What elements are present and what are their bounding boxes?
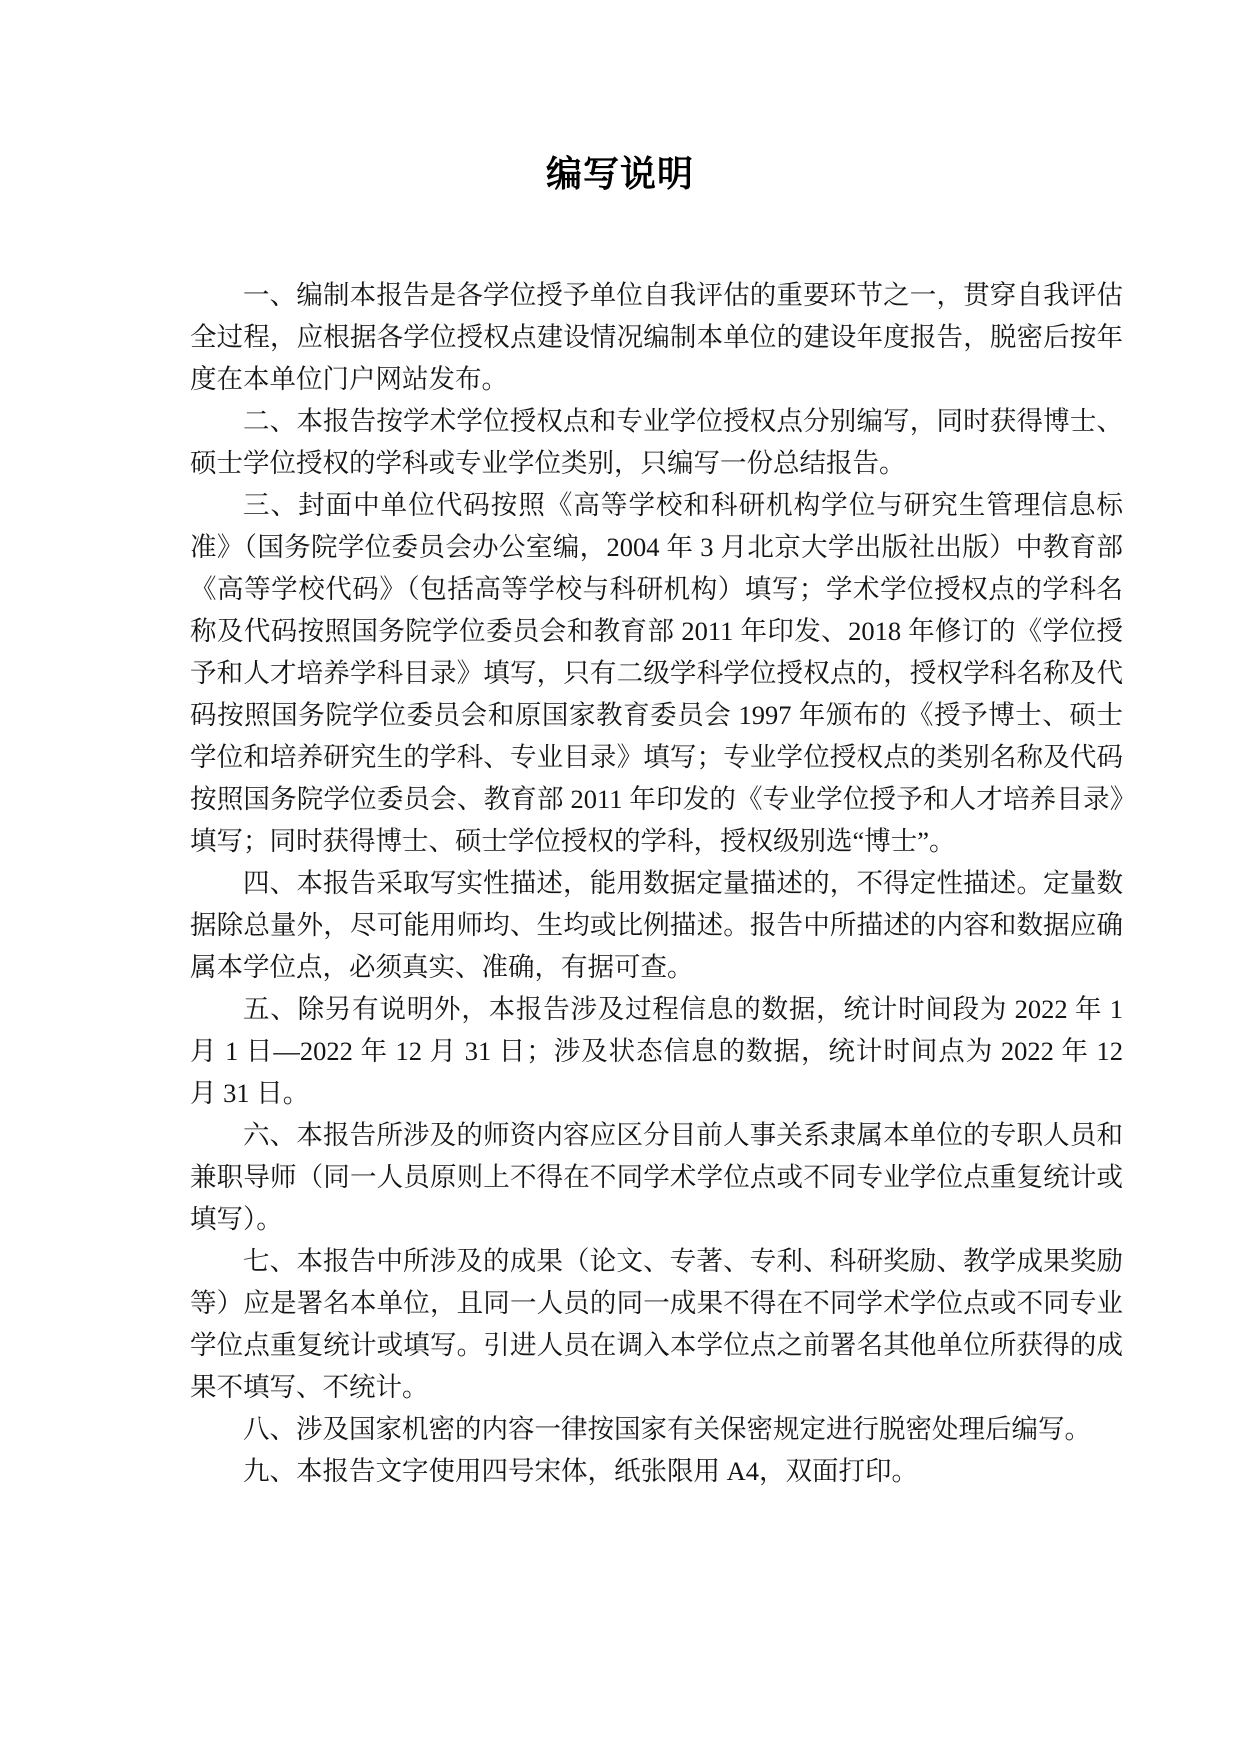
instruction-paragraph-4: 四、本报告采取写实性描述，能用数据定量描述的，不得定性描述。定量数据除总量外，尽可能用师均、生均或比例描述。报告中所描述的内容和数据应确属本学位点，必须真实、准确，有据可查。 bbox=[190, 868, 1123, 982]
instruction-paragraph-8: 八、涉及国家机密的内容一律按国家有关保密规定进行脱密处理后编写。 bbox=[243, 1414, 1091, 1444]
document-body bbox=[190, 274, 1123, 1492]
instruction-paragraph-7: 七、本报告中所涉及的成果（论文、专著、专利、科研奖励、教学成果奖励等）应是署名本单位，且同一人员的同一成果不得在不同学术学位点或不同专业学位点重复统计或填写。引进人员在调入本学位点之前署名其他单位所获得的成果不填写、不统计。 bbox=[190, 1246, 1123, 1402]
instruction-paragraph-6: 六、本报告所涉及的师资内容应区分目前人事关系隶属本单位的专职人员和兼职导师（同一人员原则上不得在不同学术学位点或不同专业学位点重复统计或填写）。 bbox=[190, 1120, 1123, 1234]
page-title: 编写说明 bbox=[545, 153, 694, 194]
instruction-paragraph-5: 五、除另有说明外，本报告涉及过程信息的数据，统计时间段为 2022 年 1 月 1 日—2022 年 12 月 31 日；涉及状态信息的数据，统计时间点为 2022 年 12 月 31 日。 bbox=[190, 994, 1123, 1108]
instruction-paragraph-1: 一、编制本报告是各学位授予单位自我评估的重要环节之一，贯穿自我评估全过程，应根据各学位授权点建设情况编制本单位的建设年度报告，脱密后按年度在本单位门户网站发布。 bbox=[190, 280, 1123, 394]
instruction-paragraph-2: 二、本报告按学术学位授权点和专业学位授权点分别编写，同时获得博士、硕士学位授权的学科或专业学位类别，只编写一份总结报告。 bbox=[190, 406, 1123, 478]
instruction-paragraph-9: 九、本报告文字使用四号宋体，纸张限用 A4，双面打印。 bbox=[243, 1456, 919, 1486]
instruction-paragraph-3: 三、封面中单位代码按照《高等学校和科研机构学位与研究生管理信息标准》（国务院学位委员会办公室编，2004 年 3 月北京大学出版社出版）中教育部《高等学校代码》（包括高等学校与科研机构）填写；学术学位授权点的学科名称及代码按照国务院学位委员会和教育部 2011 年印发、2018 年修订的《学位授予和人才培养学科目录》填写，只有二级学科学位授权点的，授权学科名称及代码按照国务院学位委员会和原国家教育委员会 1997 年颁布的《授予博士、硕士学位和培养研究生的学科、专业目录》填写；专业学位授权点的类别名称及代码按照国务院学位委员会、教育部 2011 年印发的《专业学位授予和人才培养目录》填写；同时获得博士、硕士学位授权的学科，授权级别选“博士”。 bbox=[190, 490, 1123, 856]
